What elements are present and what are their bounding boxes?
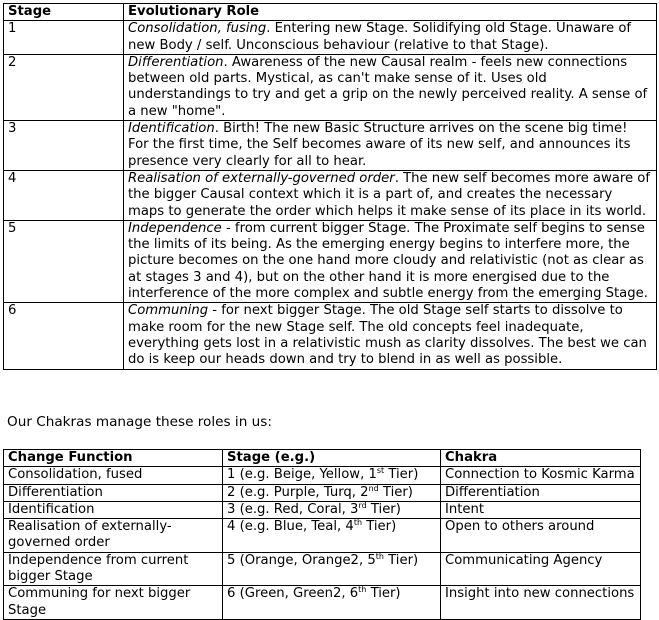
stage-example-tier: Tier) [366,501,401,517]
change-function: Consolidation, fused [4,467,223,484]
header-stage: Stage [4,4,124,21]
stage-example-tier: Tier) [362,519,397,535]
role-description: . The new self becomes more aware of the bigger Causal context which it is a part of, and creates the necessary maps to generate the order which helps it make sense of its place in its world. [128,170,650,219]
role-cell [124,121,657,171]
stage-number: 2 [4,54,124,120]
header-chakra: Chakra [441,450,641,467]
stage-example [223,552,441,586]
table-row [4,220,657,302]
role-cell [124,170,657,220]
stage-example-tier: Tier) [384,467,419,483]
table-row [4,519,641,553]
ordinal-suffix: st [376,466,385,476]
stage-example-tier: Tier) [383,552,419,568]
role-name: Communing [128,303,209,319]
chakra-name: Insight into new connections [441,586,641,620]
ordinal-suffix: nd [368,483,379,493]
chakra-name: Open to others around [441,519,641,553]
table-row [4,552,641,586]
chakra-name: Differentiation [441,484,641,501]
table-row [4,467,641,484]
role-name: Independence [128,220,222,236]
intro-text: Our Chakras manage these roles in us: [7,414,272,430]
stage-number: 1 [4,21,124,55]
ordinal-suffix: th [375,551,384,561]
table-row [4,484,641,501]
change-function: Differentiation [4,484,223,501]
stage-example-tier: Tier) [378,484,413,500]
role-description: . Entering new Stage. Solidifying old Stage. Unaware of new Body / self. Unconscious behaviour (relative to that Stage). [128,21,632,53]
role-name: Realisation of externally-governed order [128,170,395,186]
header-evolutionary-role: Evolutionary Role [124,4,657,21]
stage-example-text: 5 (Orange, Orange2, 5 [227,552,376,568]
ordinal-suffix: rd [358,500,367,510]
table-row [4,54,657,120]
stage-example-text: 6 (Green, Green2, 6 [227,586,359,602]
stage-number: 6 [4,303,124,369]
change-function: Independence from current bigger Stage [4,552,223,586]
chakra-table [3,449,641,620]
role-description: . Awareness of the new Causal realm - feels new connections between old parts. Mystical, as can't make sense of it. Uses old understandings to try and get a grip on the newly perceived reality. A sense of a new "home". [128,54,648,119]
change-function: Identification [4,501,223,518]
change-function: Communing for next bigger Stage [4,586,223,620]
role-description: - for next bigger Stage. The old Stage self starts to dissolve to make room for the new Stage self. The old concepts feel inadequate, everything gets lost in a relativistic mush as clarity dissolves. The best we can do is keep our heads down and try to blend in as well as possible. [128,303,647,368]
stages-header-row [4,4,657,21]
role-name: Differentiation [128,54,224,70]
stage-example [223,519,441,553]
stage-example [223,484,441,501]
header-stage-eg: Stage (e.g.) [223,450,441,467]
chakra-header-row [4,450,641,467]
chakra-name: Connection to Kosmic Karma [441,467,641,484]
stage-example-text: 4 (e.g. Blue, Teal, 4 [227,519,354,535]
chakra-name: Communicating Agency [441,552,641,586]
stage-example-text: 2 (e.g. Purple, Turq, 2 [227,484,369,500]
role-description: . Birth! The new Basic Structure arrives on the scene big time! For the first time, the Self becomes aware of its new self, and announces its presence very clearly for all to hear. [128,121,631,169]
change-function: Realisation of externally-governed order [4,519,223,553]
stage-number: 4 [4,170,124,220]
stage-example-text: 1 (e.g. Beige, Yellow, 1 [227,467,377,483]
table-row [4,303,657,369]
stage-example-text: 3 (e.g. Red, Coral, 3 [227,501,359,517]
stage-example [223,467,441,484]
stage-example [223,586,441,620]
table-row [4,121,657,171]
chakra-name: Intent [441,501,641,518]
role-cell [124,220,657,302]
role-cell [124,54,657,120]
role-description: - from current bigger Stage. The Proximate self begins to sense the limits of its being. As the emerging energy begins to interfere more, the picture becomes on the one hand more cloudy and relativistic (not as clear as at stages 3 and 4), but on the other hand it is more energised due to the interference of the more complex and subtle energy from the emerging Stage. [128,220,648,302]
table-row [4,21,657,55]
ordinal-suffix: th [358,585,367,595]
role-cell [124,303,657,369]
ordinal-suffix: th [353,518,363,528]
stage-number: 5 [4,220,124,302]
stage-number: 3 [4,121,124,171]
header-change-function: Change Function [4,450,223,467]
stages-table [3,3,657,370]
role-name: Identification [128,121,215,137]
role-cell [124,21,657,55]
table-row [4,170,657,220]
stage-example [223,501,441,518]
table-row [4,501,641,518]
table-row [4,586,641,620]
role-name: Consolidation, fusing [128,21,267,37]
stage-example-tier: Tier) [366,586,401,602]
